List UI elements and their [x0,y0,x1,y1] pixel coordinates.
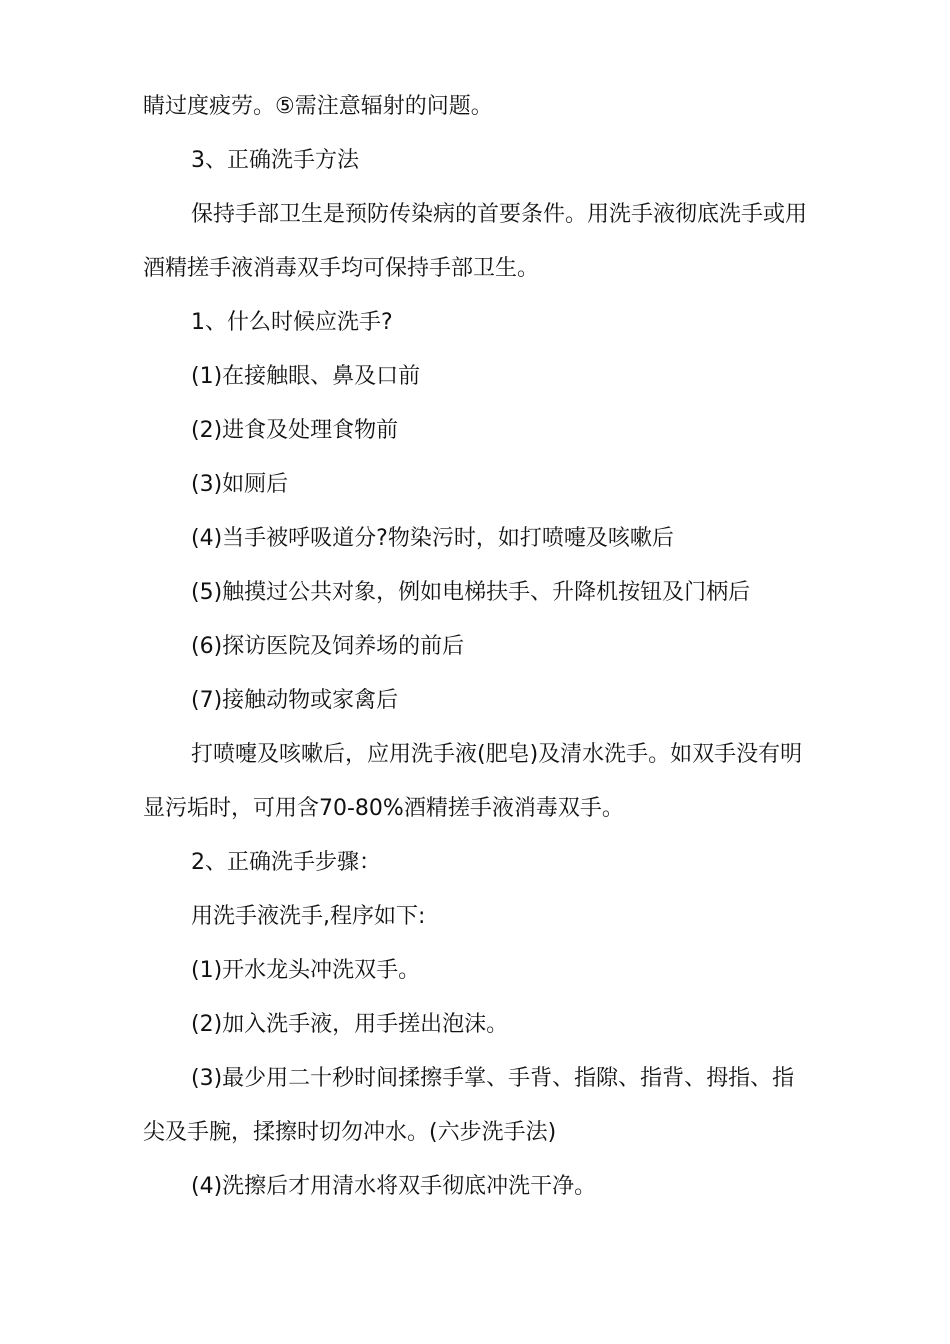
list-item: (4)洗擦后才用清水将双手彻底冲洗干净。 [191,1174,597,1199]
list-item: (3)最少用二十秒时间揉擦手掌、手背、指隙、指背、拇指、指尖及手腕，揉擦时切勿冲水。(六步洗手法) [143,1066,795,1145]
list-item: (6)探访医院及饲养场的前后 [191,634,465,659]
list-item: (2)加入洗手液，用手搓出泡沫。 [191,1012,509,1037]
list-item: (1)开水龙头冲洗双手。 [191,958,421,983]
paragraph: 保持手部卫生是预防传染病的首要条件。用洗手液彻底洗手或用酒精搓手液消毒双手均可保持手部卫生。 [143,202,808,281]
list-item: (2)进食及处理食物前 [191,418,399,443]
list-item: (7)接触动物或家禽后 [191,688,399,713]
paragraph: 睛过度疲劳。⑤需注意辐射的问题。 [143,94,493,119]
paragraph: 打喷嚏及咳嗽后，应用洗手液(肥皂)及清水洗手。如双手没有明显污垢时，可用含70-80%酒精搓手液消毒双手。 [143,742,803,821]
subheading-washing-steps: 2、正确洗手步骤： [191,850,381,875]
document-body [143,80,809,1214]
list-item: (1)在接触眼、鼻及口前 [191,364,421,389]
paragraph: 用洗手液洗手,程序如下: [191,904,426,929]
list-item: (3)如厕后 [191,472,289,497]
list-item: (5)触摸过公共对象，例如电梯扶手、升降机按钮及门柄后 [191,580,751,605]
subheading-when-to-wash: 1、什么时候应洗手? [191,310,393,335]
section-heading-handwashing: 3、正确洗手方法 [191,148,359,173]
list-item: (4)当手被呼吸道分?物染污时，如打喷嚏及咳嗽后 [191,526,674,551]
